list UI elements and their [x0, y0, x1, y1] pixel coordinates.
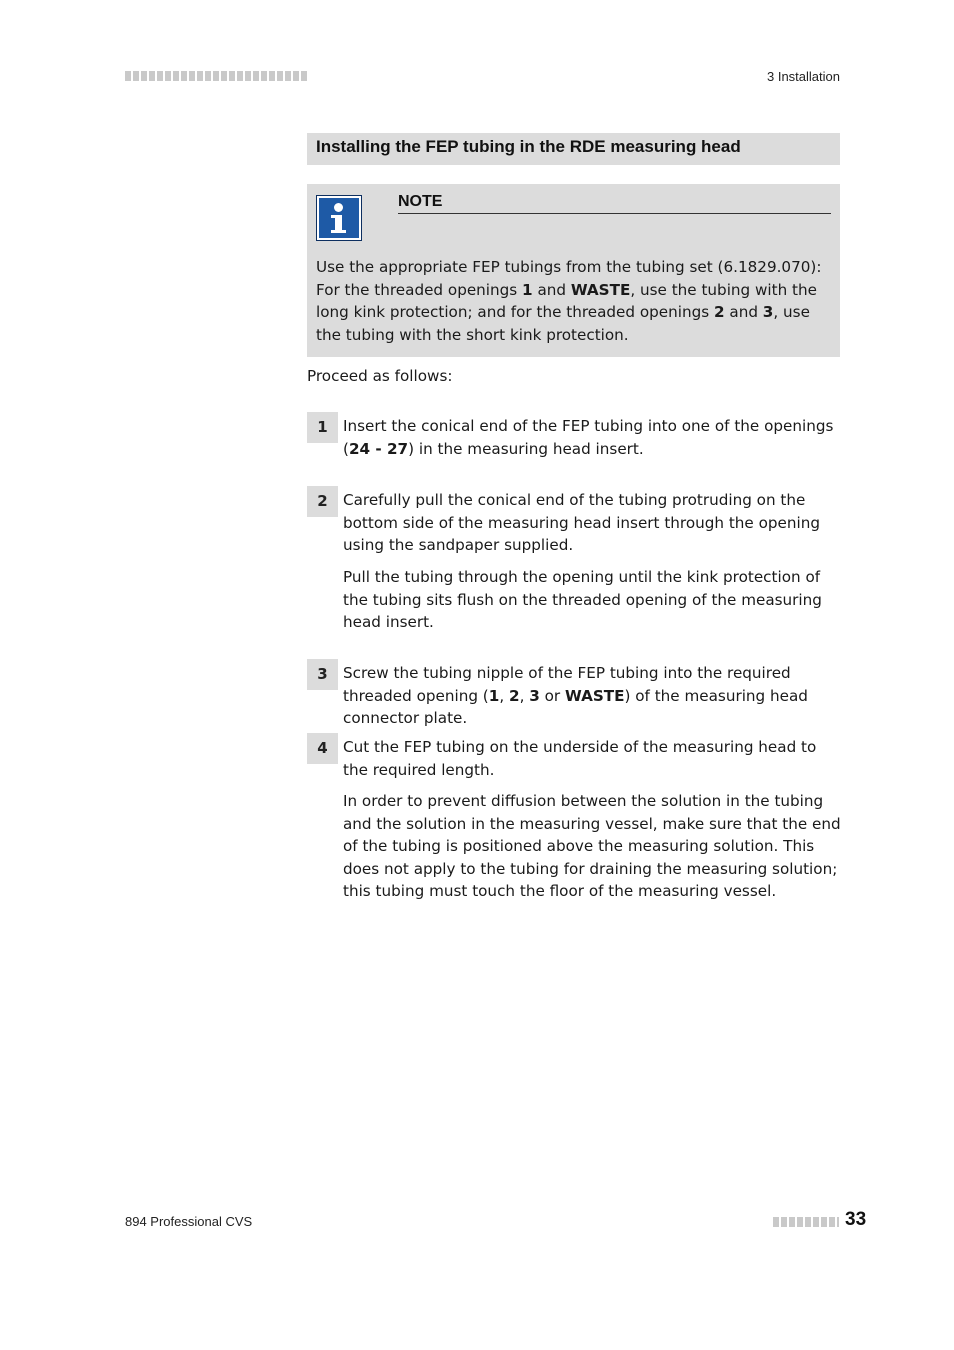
step-text: Cut the FEP tubing on the underside of the measuring head to the required length. [343, 738, 817, 779]
step-text: Insert the conical end of the FEP tubing into one of the openings (24 - 27) in the measuring head insert. [343, 417, 834, 458]
step-note: Pull the tubing through the opening until the kink protection of the tubing sits flush on the threaded opening of the measuring head insert. [343, 568, 822, 632]
note-title: NOTE [398, 193, 831, 214]
step-note: In order to prevent diffusion between the solution in the tubing and the solution in the measuring vessel, make sure that the end of the tubing is positioned above the measuring solution. This does not apply to the tubing for draining the measuring solution; this tubing must touch the floor of the measuring vessel. [343, 792, 841, 901]
note-box [307, 184, 840, 357]
step-number: 2 [307, 486, 338, 517]
footer-product: 894 Professional CVS [125, 1214, 253, 1229]
step-number: 4 [307, 733, 338, 764]
step-text: Carefully pull the conical end of the tubing protruding on the bottom side of the measuring head insert through the opening using the sandpaper supplied. [343, 491, 820, 555]
header-chapter: 3 Installation [767, 69, 840, 84]
step-text: Screw the tubing nipple of the FEP tubing into the required threaded opening (1, 2, 3 or WASTE) of the measuring head connector plate. [343, 664, 808, 728]
note-text: Use the appropriate FEP tubings from the tubing set (6.1829.070): For the threaded openings 1 and WASTE, use the tubing with the long kink protection; and for the threaded openings 2 and 3, use the tubing with the short kink protection. [316, 258, 822, 344]
footer-decoration [773, 1217, 839, 1227]
intro-text: Proceed as follows: [307, 367, 453, 385]
section-title: Installing the FEP tubing in the RDE measuring head [307, 133, 840, 165]
info-icon [316, 195, 362, 241]
header-decoration [125, 71, 307, 81]
step-number: 1 [307, 412, 338, 443]
page-number: 33 [845, 1209, 867, 1230]
step-number: 3 [307, 659, 338, 690]
